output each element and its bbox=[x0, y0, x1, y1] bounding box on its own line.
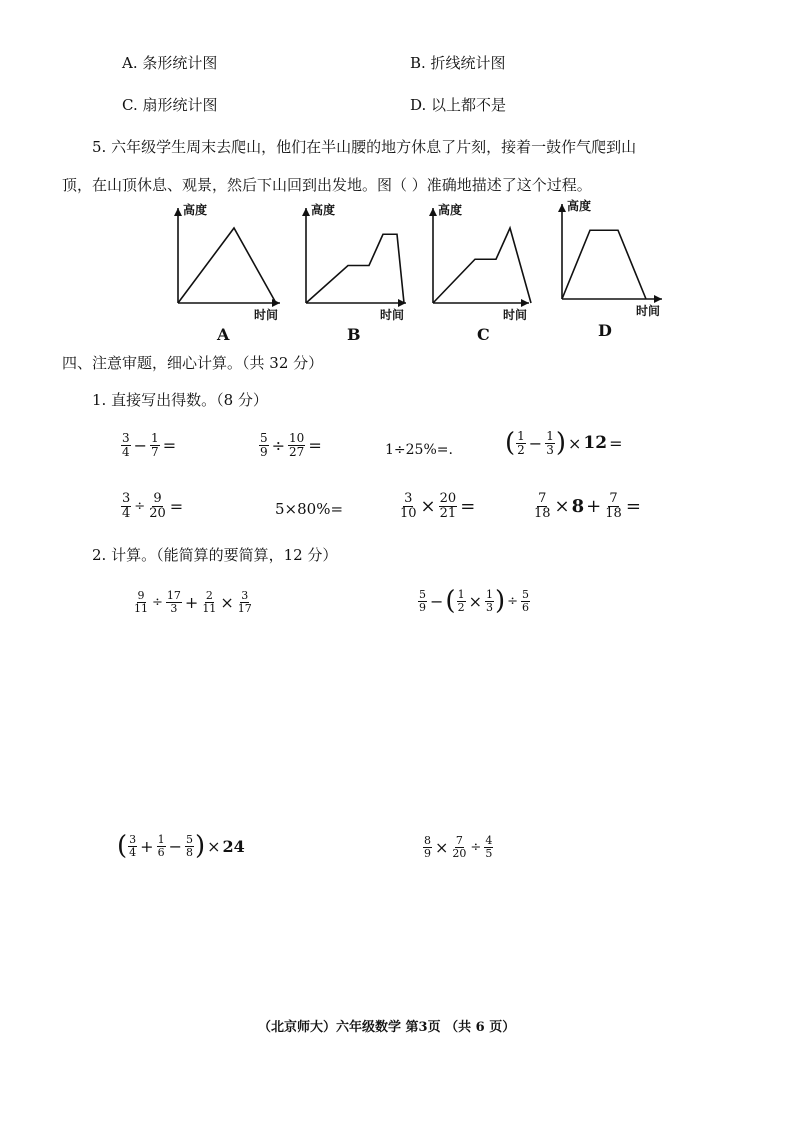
page-footer: （北京师大）六年级数学 第3页 （共 6 页） bbox=[258, 1020, 516, 1035]
x-axis-arrow bbox=[654, 295, 662, 303]
graph-line bbox=[306, 234, 404, 303]
graph-line bbox=[433, 228, 531, 303]
option-b: B. 折线统计图 bbox=[410, 54, 506, 72]
section-4-q1-title: 1. 直接写出得数。（8 分） bbox=[92, 391, 268, 409]
y-axis-label: 高度 bbox=[567, 199, 592, 213]
graph-a bbox=[174, 202, 280, 344]
x-axis-label: 时间 bbox=[636, 304, 661, 318]
expr-a1: $\frac{3}{4}$ − $\frac{1}{7}$ = bbox=[122, 431, 177, 459]
expr-d1: ( $\frac{3}{4}$ + $\frac{1}{6}$ − $\frac{5}{8}$ ) × 24 bbox=[117, 831, 245, 861]
graph-b bbox=[302, 202, 406, 344]
x-axis-label: 时间 bbox=[503, 308, 528, 322]
question-5-line-2: 顶，在山顶休息、观景，然后下山回到出发地。图（ ）准确地描述了这个过程。 bbox=[62, 176, 592, 194]
graph-letter-label: C bbox=[477, 325, 490, 344]
graph-line bbox=[562, 230, 646, 299]
option-c: C. 扇形统计图 bbox=[122, 96, 218, 114]
graph-d bbox=[558, 198, 662, 340]
expr-a2: $\frac{5}{9}$ ÷ $\frac{10}{27}$ = bbox=[260, 431, 322, 459]
expr-b2: 5×80%= bbox=[275, 500, 344, 518]
question-5-line-1: 5. 六年级学生周末去爬山，他们在半山腰的地方休息了片刻，接着一鼓作气爬到山 bbox=[92, 138, 637, 156]
graph-letter-label: D bbox=[598, 321, 612, 340]
x-axis-arrow bbox=[398, 299, 406, 307]
x-axis-label: 时间 bbox=[254, 308, 279, 322]
expr-c1: $\frac{9}{11}$ ÷ $\frac{17}{3}$ + $\frac{2}{11}$ × $\frac{3}{17}$ bbox=[134, 589, 252, 615]
y-axis-label: 高度 bbox=[438, 203, 463, 217]
expr-c2: $\frac{5}{9}$ − ( $\frac{1}{2}$ × $\frac{1}{3}$ ) ÷ $\frac{5}{6}$ bbox=[419, 586, 530, 616]
y-axis-arrow bbox=[558, 204, 566, 212]
x-axis-label: 时间 bbox=[380, 308, 405, 322]
y-axis-arrow bbox=[302, 208, 310, 216]
expr-b3: $\frac{3}{10}$ × $\frac{20}{21}$ = bbox=[400, 491, 476, 521]
expr-a4: ( $\frac{1}{2}$ − $\frac{1}{3}$ ) × 12 = bbox=[505, 428, 623, 459]
section-4-title: 四、注意审题，细心计算。（共 32 分） bbox=[62, 354, 324, 372]
expr-d2: $\frac{8}{9}$ × $\frac{7}{20}$ ÷ $\frac{4}{5}$ bbox=[424, 834, 493, 860]
expr-a3: 1÷25%=. bbox=[385, 442, 453, 458]
expr-b1: $\frac{3}{4}$ ÷ $\frac{9}{20}$ = bbox=[122, 491, 184, 521]
x-axis-arrow bbox=[521, 299, 529, 307]
graph-letter-label: A bbox=[217, 325, 230, 344]
expr-b4: $\frac{7}{18}$ × 8 + $\frac{7}{18}$ = bbox=[534, 491, 641, 521]
y-axis-arrow bbox=[429, 208, 437, 216]
option-a: A. 条形统计图 bbox=[122, 54, 218, 72]
y-axis-arrow bbox=[174, 208, 182, 216]
height-time-graphs bbox=[0, 195, 793, 350]
graph-line bbox=[178, 228, 276, 303]
graph-c bbox=[429, 202, 531, 344]
section-4-q2-title: 2. 计算。（能简算的要简算，12 分） bbox=[92, 546, 338, 564]
option-d: D. 以上都不是 bbox=[410, 96, 507, 114]
graph-letter-label: B bbox=[347, 325, 361, 344]
y-axis-label: 高度 bbox=[183, 203, 208, 217]
y-axis-label: 高度 bbox=[311, 203, 336, 217]
